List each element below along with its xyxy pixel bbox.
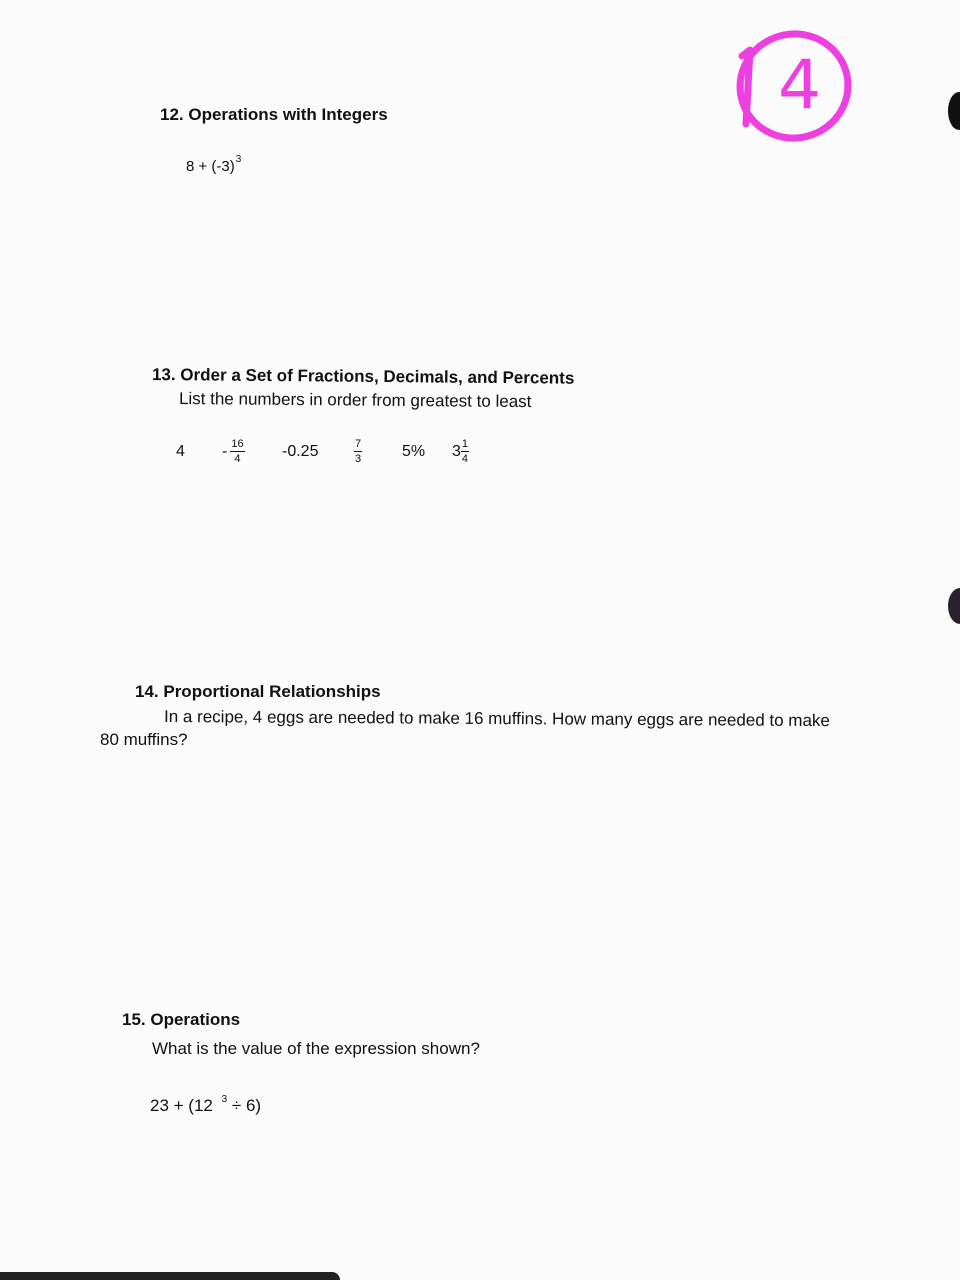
q13-frac1-numerator: 16 — [231, 438, 244, 450]
binder-hole-middle — [948, 588, 960, 624]
page-number: 4 — [778, 46, 822, 125]
q13-number-decimal: -0.25 — [282, 443, 319, 460]
q12-expression — [186, 154, 242, 175]
page-number-mark — [722, 28, 852, 148]
q13-instruction: List the numbers in order from greatest to least — [178, 389, 532, 412]
q13-frac2-numerator: 7 — [355, 438, 362, 450]
q15-expression — [150, 1096, 261, 1116]
q13-number-percent: 5% — [402, 443, 426, 460]
q13-frac2-denominator: 3 — [355, 453, 362, 465]
q15-instruction: What is the value of the expression shown? — [152, 1039, 480, 1058]
binder-hole-top — [948, 92, 960, 130]
q12-exponent: 3 — [235, 154, 242, 165]
q15-exponent: 3 — [221, 1094, 228, 1105]
q15-expression-part1: 23 + (12 — [150, 1096, 213, 1115]
q13-number-set — [176, 432, 469, 472]
q13-frac3-denominator: 4 — [461, 453, 469, 465]
q14-text-line2: 80 muffins? — [100, 730, 188, 749]
q13-number-fraction — [354, 439, 402, 465]
q13-title: 13. Order a Set of Fractions, Decimals, and Percents — [151, 365, 575, 388]
q13-number-neg-fraction — [222, 439, 282, 465]
q14-title: 14. Proportional Relationships — [135, 682, 381, 701]
q15-title: 15. Operations — [122, 1010, 241, 1029]
q15-expression-part2: ÷ 6) — [231, 1096, 262, 1115]
q13-number-4: 4 — [176, 443, 185, 460]
q12-expression-base: 8 + (-3) — [186, 158, 235, 175]
q13-neg-sign: - — [222, 443, 228, 460]
q13-number-mixed — [452, 439, 469, 465]
q13-frac3-numerator: 1 — [461, 438, 469, 450]
q13-frac1-denominator: 4 — [234, 453, 241, 465]
page-bottom-shadow — [0, 1272, 340, 1280]
q12-title: 12. Operations with Integers — [160, 105, 388, 124]
q14-text-line1: In a recipe, 4 eggs are needed to make 16 muffins. How many eggs are needed to make — [163, 707, 830, 731]
q13-mixed-whole: 3 — [452, 443, 461, 460]
